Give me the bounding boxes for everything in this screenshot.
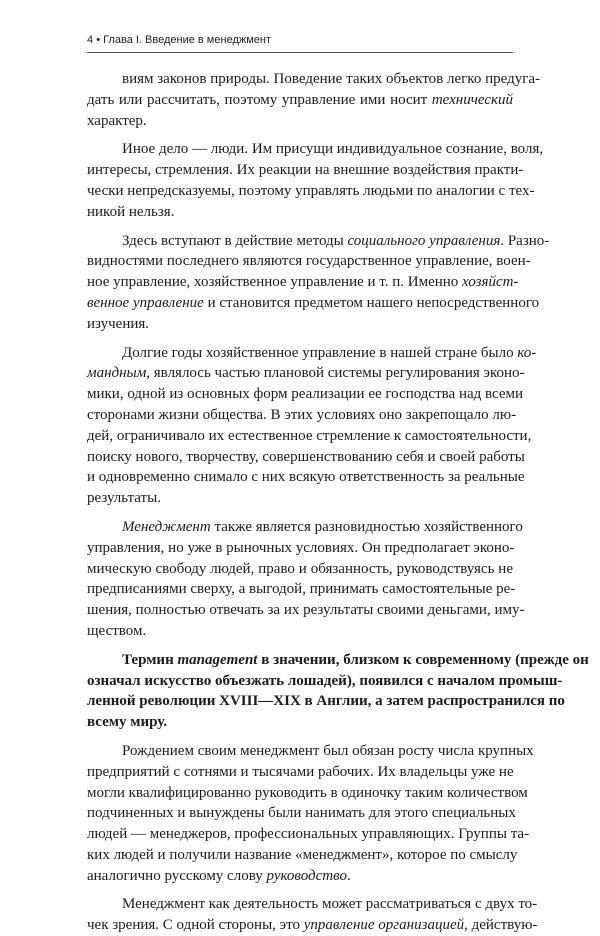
text-line [87,90,513,111]
text-line [87,621,513,642]
text-segment: шения, полностью отвечать за их результаты своими деньгами, иму- [87,602,525,619]
paragraph-gap [87,131,513,139]
text-segment: ществом. [87,622,147,639]
text-segment: всему миру. [87,714,168,731]
text-line [87,894,538,915]
text-line [87,343,537,364]
text-line [87,824,530,845]
italic-term: ко- [517,344,537,361]
page-number: 4 [87,34,94,46]
paragraph-gap [87,886,513,894]
paragraph [87,343,537,509]
text-line [87,69,541,90]
text-line [87,426,532,447]
text-line [87,866,513,887]
text-segment: Рождением своим менеджмент был обязан росту числа крупных [122,742,534,759]
text-segment: результаты. [87,490,161,507]
text-line [87,272,519,293]
text-segment: чек зрения. С одной стороны, это [87,917,304,934]
italic-term: мандным [87,365,147,382]
text-line [87,181,535,202]
italic-term: хозяйст- [462,274,519,291]
text-segment: , действую- [464,917,538,934]
text-line [87,405,517,426]
text-segment: . Разно- [500,232,550,249]
paragraph-gap [87,733,513,741]
text-segment: подчиненных и вынуждены были нанимать для этого специальных [87,805,516,822]
text-line [87,160,524,181]
text-segment: ленной революции XVIII—XIX в Англии, а затем распространился по [87,693,565,710]
text-segment: изучения. [87,315,150,332]
text-line [87,488,513,509]
italic-term: социального управления [347,232,501,249]
text-line [87,600,525,621]
paragraph [87,894,538,936]
text-line [87,467,525,488]
paragraph [87,517,525,642]
italic-term: Менеджмент [122,518,211,535]
text-line [87,915,538,936]
text-line [87,314,513,335]
italic-term: технический [431,91,513,108]
text-line [87,139,544,160]
text-segment: означал искусство объезжать лошадей), появился с началом промыш- [87,672,563,689]
text-segment: управления, но уже в рыночных условиях. Он предполагает эконо- [87,539,515,556]
text-line [87,803,516,824]
text-segment: Иное дело — люди. Им присущи индивидуальное сознание, воля, [122,141,544,158]
text-segment: характер. [87,112,147,129]
paragraph-gap [87,642,513,650]
text-line [87,447,525,468]
text-segment: , являлось частью плановой системы регулирования эконо- [146,365,525,382]
text-segment: ких людей и получили название «менеджмент», которое по смыслу [87,846,518,863]
text-line [87,251,531,272]
text-line [87,671,563,692]
text-line [87,111,513,132]
text-line [87,559,513,580]
text-segment: поиску нового, творчеству, совершенствованию себя и своей работы [87,448,525,465]
text-segment: Долгие годы хозяйственное управление в нашей стране было [122,344,518,361]
text-line [87,231,550,252]
text-segment: интересы, стремления. Их реакции на внешние воздействия практи- [87,162,524,179]
text-segment: Менеджмент как деятельность может рассматриваться с двух то- [122,896,538,913]
text-segment: также является разновидностью хозяйственного [210,518,523,535]
text-segment: дать или рассчитать, поэтому управление ими носит [87,91,432,108]
paragraph [87,139,544,222]
text-line [87,712,513,733]
text-segment: предприятий с сотнями и тысячами рабочих. Их владельцы уже не [87,763,514,780]
italic-term: management [177,651,258,668]
text-segment: никой нельзя. [87,203,175,220]
header-bullet: • [96,34,101,46]
page-body [87,69,589,936]
text-line [87,384,524,405]
text-line [87,741,534,762]
text-segment: Здесь вступают в действие методы [122,232,348,249]
text-line [87,293,540,314]
italic-term: управление организацией [303,917,465,934]
text-line [87,202,513,223]
paragraph-gap [87,223,513,231]
text-segment: сторонами жизни общества. В этих условиях оно закрепощало лю- [87,406,517,423]
text-segment: людей — менеджеров, профессиональных управляющих. Группы та- [87,826,530,843]
text-segment: и одновременно снимало с них всякую ответственность за реальные [87,469,525,486]
paragraph [87,69,541,131]
text-line [87,762,513,783]
text-line [87,363,525,384]
text-line [87,579,516,600]
italic-term: руководство [266,867,347,884]
text-line [87,691,565,712]
text-segment: Термин [122,651,178,668]
header-rule [87,52,513,53]
italic-term: венное управление [87,294,204,311]
paragraph [87,741,534,887]
text-segment: . [346,867,351,884]
paragraph-gap [87,509,513,517]
text-segment: и становится предметом нашего непосредственного [203,294,540,311]
text-segment: в значении, близком к современному (прежде он [257,651,589,668]
text-segment: мическую свободу людей, право и обязанность, руководствуясь не [87,560,513,577]
running-header [87,34,513,46]
paragraph [87,231,550,335]
text-line [87,517,523,538]
chapter-title: Глава I. Введение в менеджмент [103,34,272,46]
text-segment: видностями последнего являются государственное управление, воен- [87,253,531,270]
text-line [87,650,589,671]
text-segment: могли квалифицированно руководить в одиночку таким количеством [87,784,528,801]
text-line [87,845,518,866]
text-segment: аналогично русскому слову [87,867,267,884]
paragraph [87,650,589,733]
paragraph-gap [87,335,513,343]
text-segment: чески непредсказуемы, поэтому управлять людьми по аналогии с тех- [87,182,535,199]
text-segment: предписаниями сверху, а выгодой, принимать самостоятельные ре- [87,581,516,598]
text-line [87,783,528,804]
text-segment: мики, одной из основных форм реализации ее господства над всеми [87,386,524,403]
text-segment: виям законов природы. Поведение таких объектов легко предуга- [122,71,541,87]
text-segment: ное управление, хозяйственное управление и т. п. Именно [87,274,463,291]
text-line [87,538,513,559]
text-segment: дей, ограничивало их естественное стремление к самостоятельности, [87,427,532,444]
